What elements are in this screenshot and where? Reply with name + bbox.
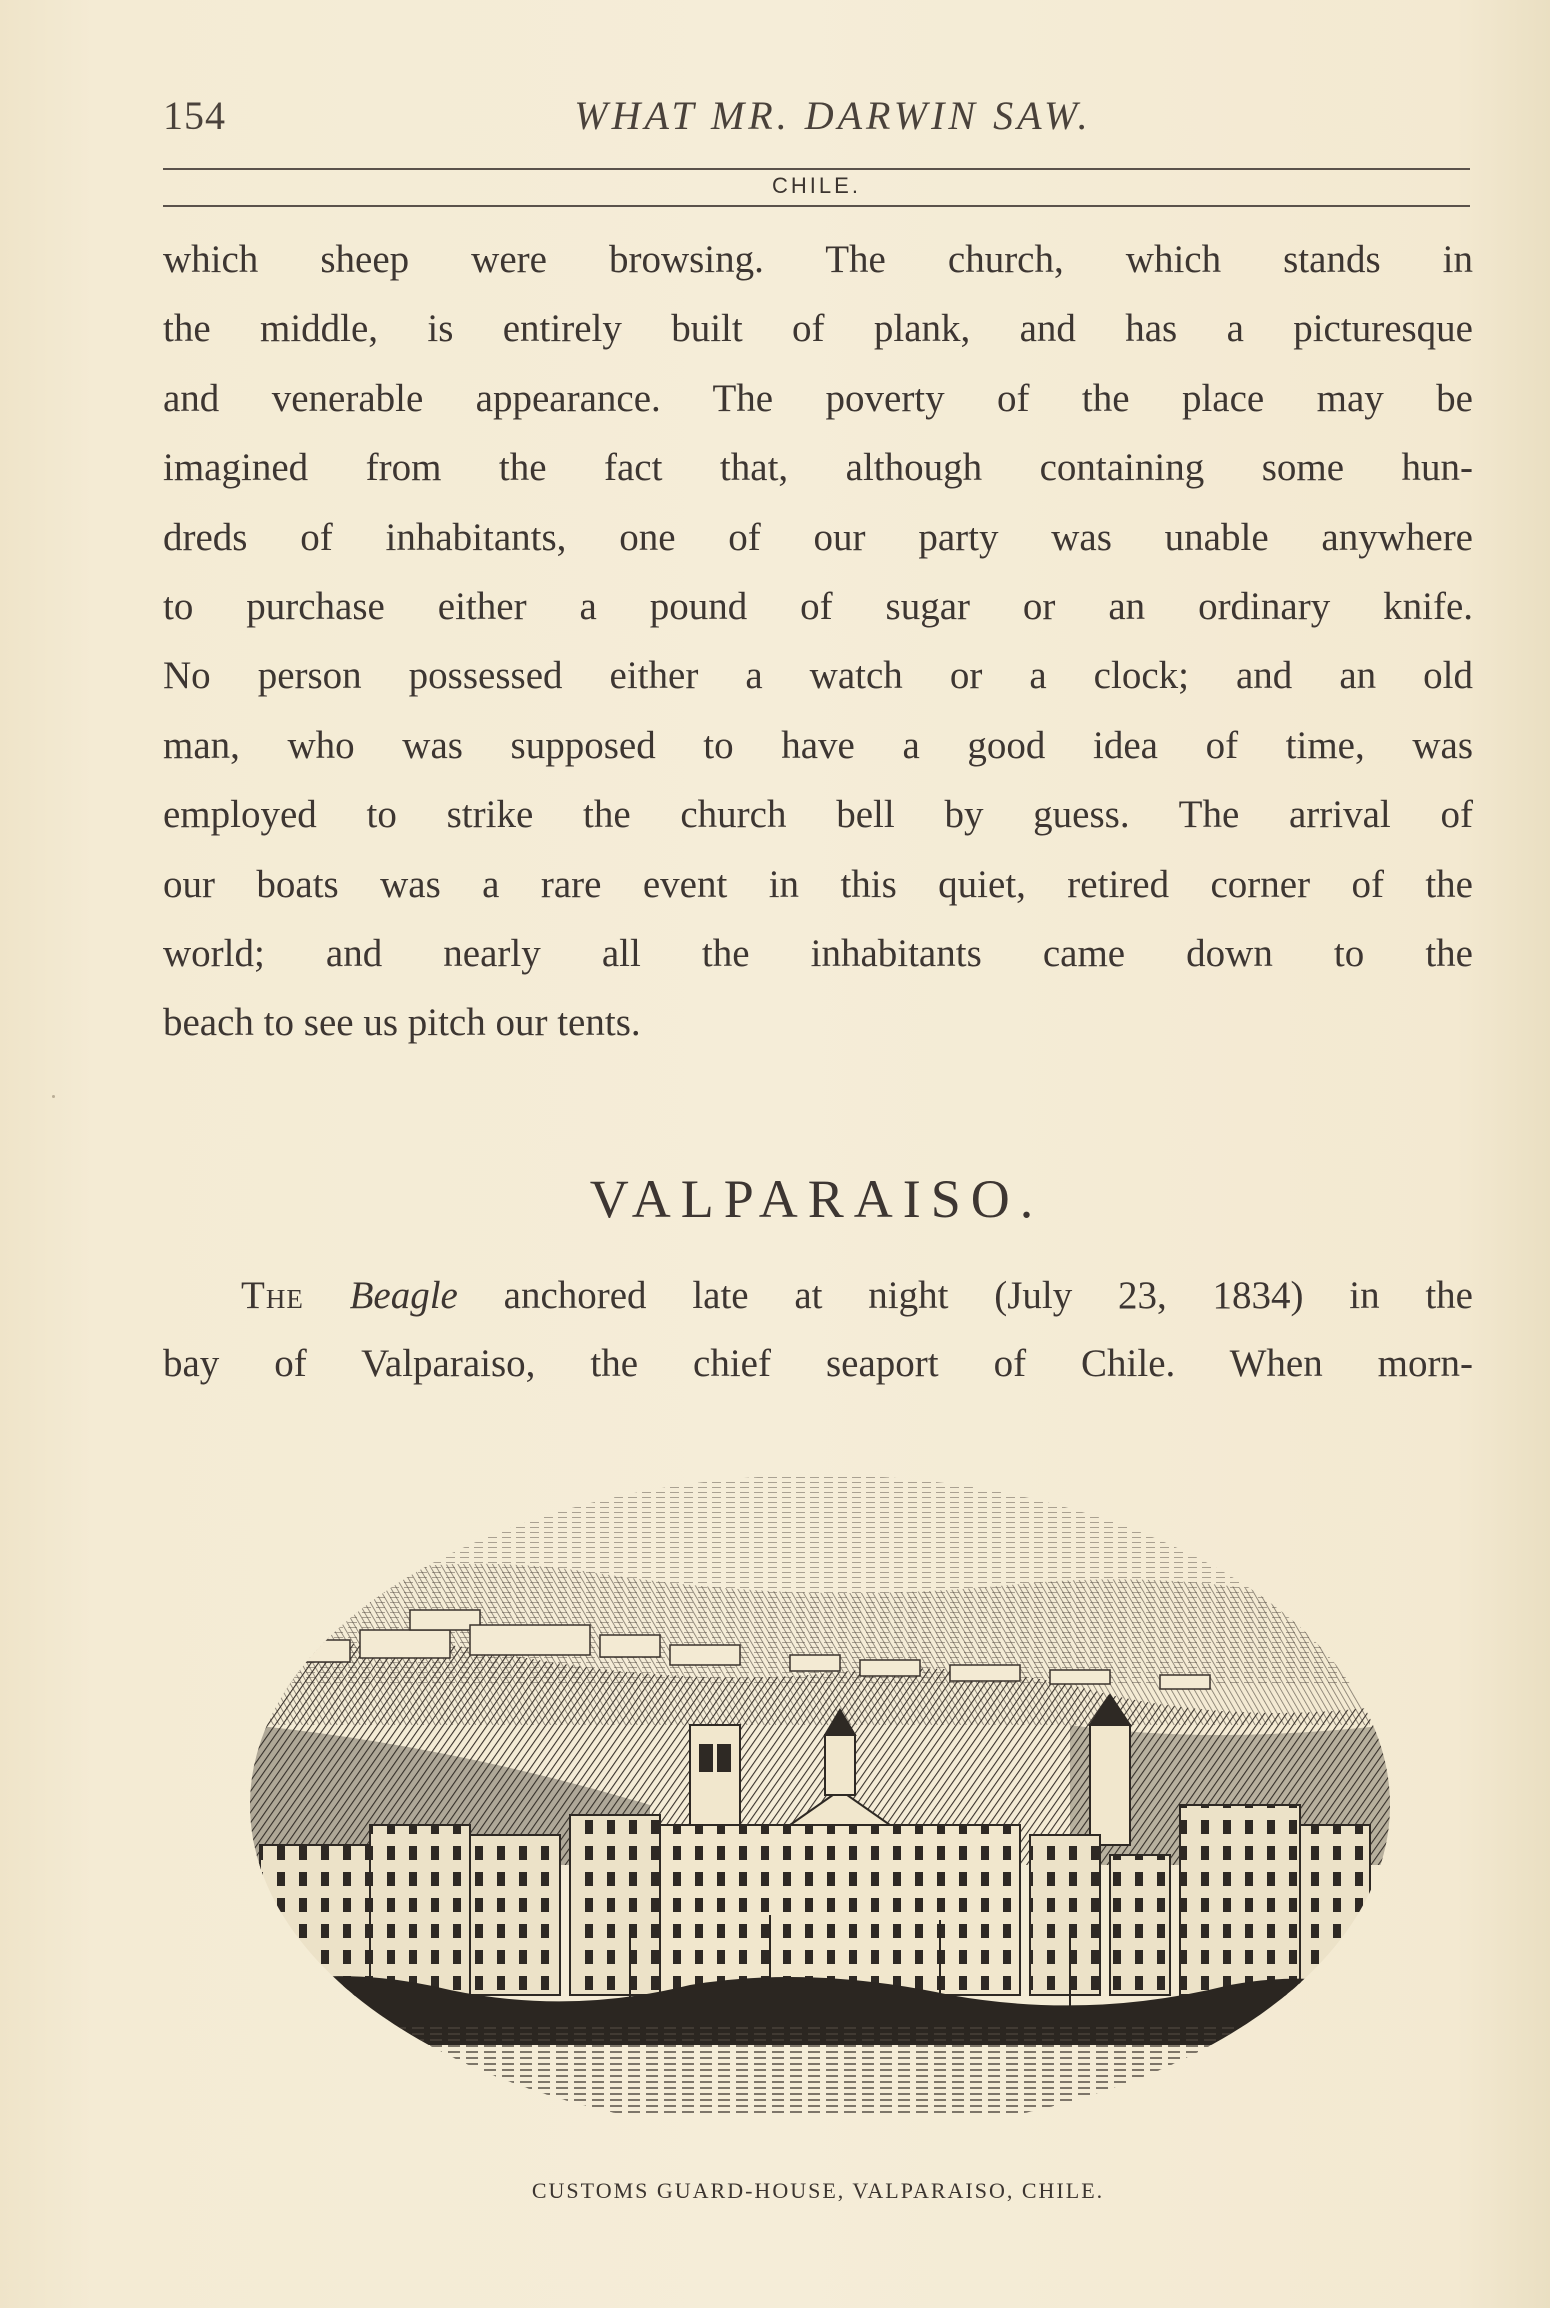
- header-rule-bottom: [163, 205, 1470, 207]
- text-line: dreds of inhabitants, one of our party was unable anywhere: [163, 515, 1473, 559]
- text-line: No person possessed either a watch or a clock; and an old: [163, 654, 1473, 698]
- illustration-caption: CUSTOMS GUARD-HOUSE, VALPARAISO, CHILE.: [531, 2178, 1105, 2203]
- text-line: beach to see us pitch our tents.: [163, 1001, 641, 1045]
- text-line: bay of Valparaiso, the chief seaport of Chile. When morn-: [163, 1342, 1473, 1385]
- text-line: man, who was supposed to have a good idea of time, was: [163, 723, 1473, 767]
- section-heading: VALPARAISO.: [589, 1169, 1044, 1229]
- ship-name: Beagle: [349, 1274, 458, 1317]
- text-line: imagined from the fact that, although containing some hun-: [163, 446, 1473, 490]
- text-line: our boats was a rare event in this quiet, retired corner of the: [163, 862, 1473, 906]
- text-line: and venerable appearance. The poverty of the place may be: [163, 376, 1473, 420]
- text-line: to purchase either a pound of sugar or an ordinary knife.: [163, 584, 1473, 628]
- section-label: CHILE.: [772, 173, 861, 198]
- drop-word: The: [241, 1274, 304, 1317]
- text-line: [163, 1262, 1473, 1330]
- running-title: WHAT MR. DARWIN SAW.: [574, 93, 1092, 138]
- text-line: the middle, is entirely built of plank, and has a picturesque: [163, 307, 1473, 351]
- text-line: employed to strike the church bell by guess. The arrival of: [163, 793, 1473, 837]
- header-rule-top: [163, 168, 1470, 170]
- page-header: [163, 92, 1470, 152]
- section-paragraph: [163, 1262, 1473, 1398]
- page-number: 154: [163, 93, 226, 138]
- engraving-illustration: [250, 1425, 1390, 2115]
- paper-speck: [52, 1095, 55, 1098]
- text-line: world; and nearly all the inhabitants came down to the: [163, 931, 1473, 975]
- body-paragraph: [163, 225, 1473, 1058]
- text-line: which sheep were browsing. The church, which stands in: [163, 238, 1473, 281]
- text-run: anchored late at night (July 23, 1834) in the: [503, 1274, 1473, 1317]
